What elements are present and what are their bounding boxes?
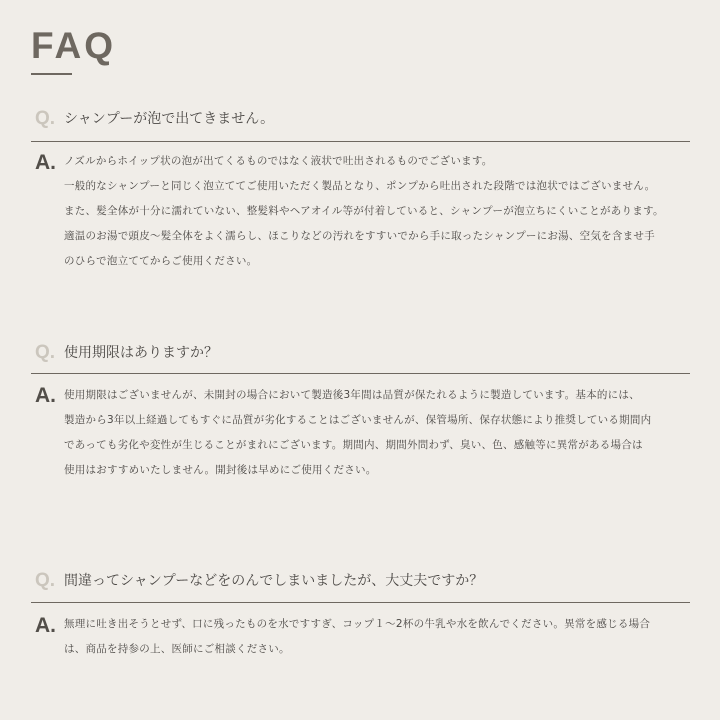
answer-line: 一般的なシャンプーと同じく泡立ててご使用いただく製品となり、ポンプから吐出された段階では泡状ではございません。	[64, 180, 656, 192]
answer-mark-label: A.	[35, 614, 56, 637]
faq-question: 間違ってシャンプーなどをのんでしまいましたが、大丈夫ですか？	[64, 573, 484, 589]
faq-answer	[64, 612, 704, 662]
page-title: FAQ	[31, 25, 117, 66]
question-mark-label: Q.	[35, 108, 56, 129]
faq-divider	[31, 373, 690, 374]
answer-line: 使用期限はございませんが、未開封の場合において製造後3年間は品質が保たれるように製造しています。基本的には、	[64, 389, 640, 401]
faq-question-row	[0, 340, 720, 368]
faq-question: 使用期限はありますか？	[64, 345, 218, 361]
answer-line: 製造から3年以上経過してもすぐに品質が劣化することはございませんが、保管場所、保存状態により推奨している期間内	[64, 414, 652, 426]
question-mark-label: Q.	[35, 342, 56, 363]
faq-question-row	[0, 106, 720, 134]
answer-line: 使用はおすすめいたしません。開封後は早めにご使用ください。	[64, 464, 377, 476]
faq-question-row	[0, 568, 720, 596]
title-underline	[31, 73, 72, 75]
answer-line: 適温のお湯で頭皮〜髪全体をよく濡らし、ほこりなどの汚れをすすいでから手に取ったシャンプーにお湯、空気を含ませ手	[64, 230, 655, 242]
answer-mark-label: A.	[35, 384, 56, 407]
faq-divider	[31, 141, 690, 142]
answer-line: であっても劣化や変性が生じることがまれにございます。期間内、期間外問わず、臭い、色、感触等に異常がある場合は	[64, 439, 643, 451]
question-mark-label: Q.	[35, 570, 56, 591]
answer-line: は、商品を持参の上、医師にご相談ください。	[64, 643, 290, 655]
answer-line: また、髪全体が十分に濡れていない、整髪料やヘアオイル等が付着していると、シャンプーが泡立ちにくいことがあります。	[64, 205, 664, 217]
faq-answer	[64, 383, 704, 483]
faq-question: シャンプーが泡で出てきません。	[64, 111, 275, 127]
answer-line: 無理に吐き出そうとせず、口に残ったものを水ですすぎ、コップ１〜2杯の牛乳や水を飲んでください。異常を感じる場合	[64, 618, 651, 630]
answer-mark-label: A.	[35, 151, 56, 174]
faq-answer	[64, 149, 704, 274]
answer-line: ノズルからホイップ状の泡が出てくるものではなく液状で吐出されるものでございます。	[64, 155, 493, 167]
faq-divider	[31, 602, 690, 603]
answer-line: のひらで泡立ててからご使用ください。	[64, 255, 258, 267]
